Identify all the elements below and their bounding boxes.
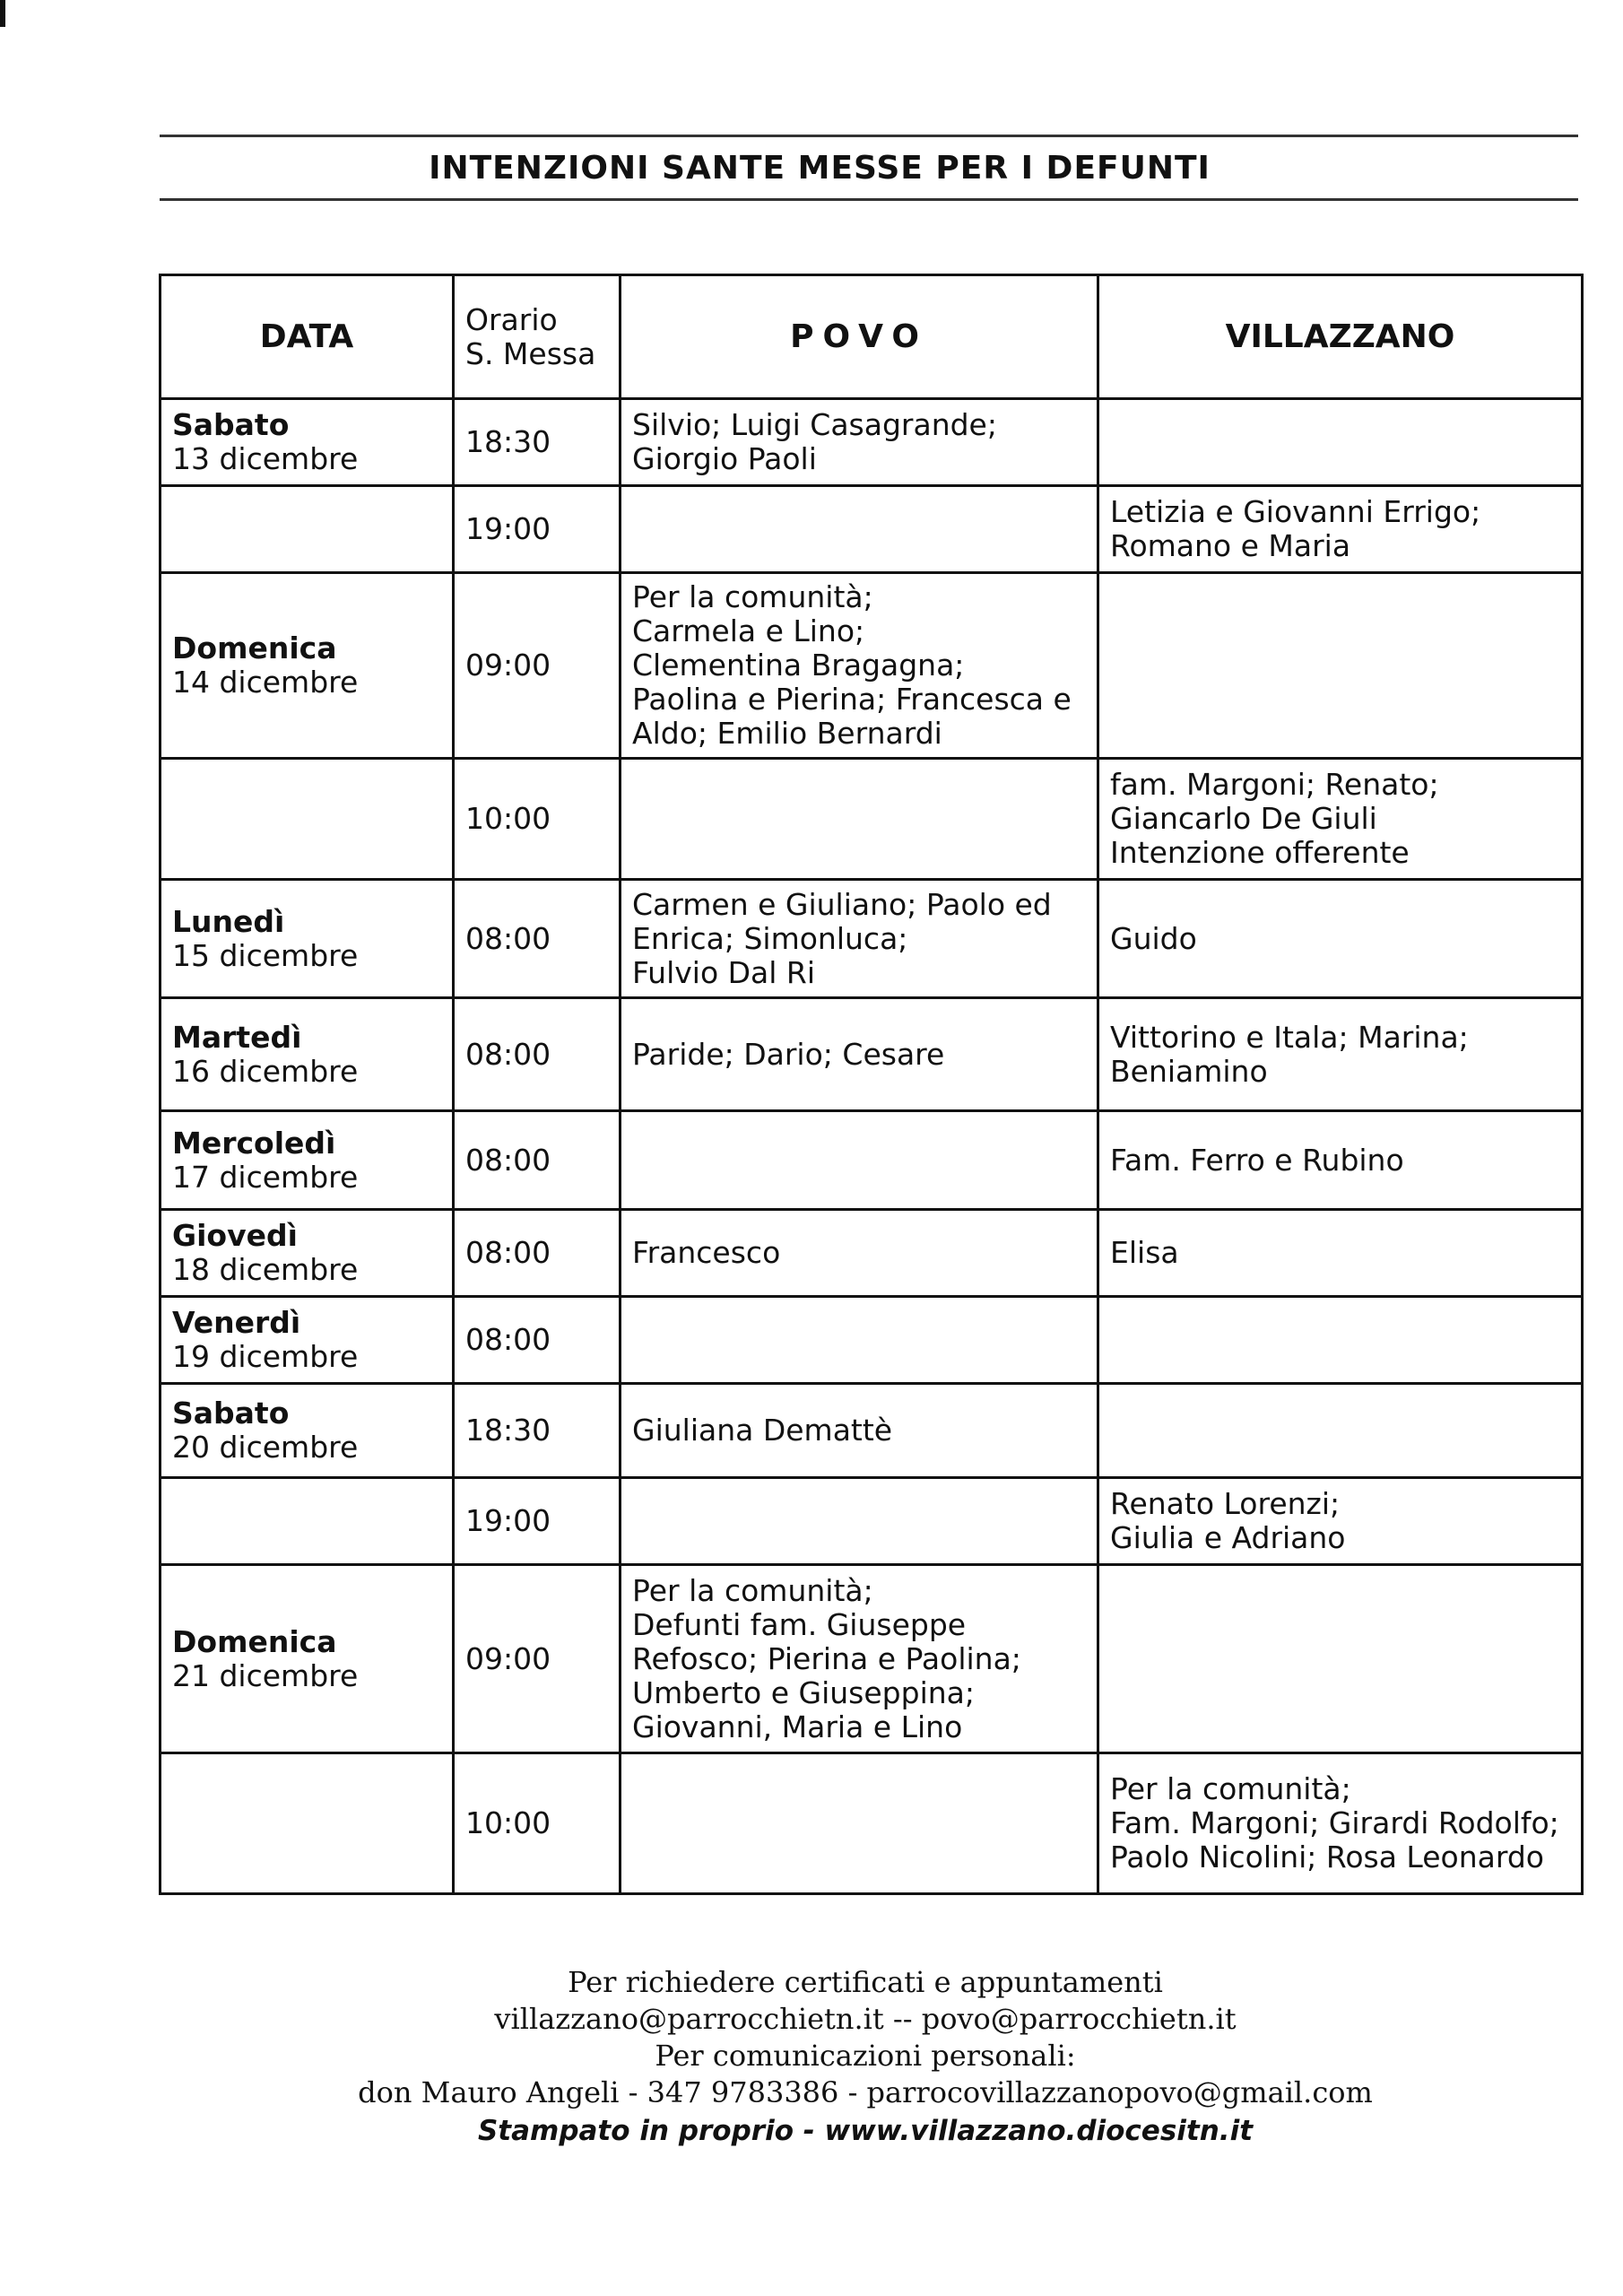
time-cell: 19:00: [454, 486, 621, 573]
povo-cell: [621, 1478, 1098, 1565]
date-cell: [161, 486, 454, 573]
day-name: Sabato: [172, 1396, 290, 1431]
day-name: Lunedì: [172, 903, 285, 939]
footer-emails-line[interactable]: villazzano@parrocchietn.it -- povo@parrocchietn.it: [494, 2002, 1237, 2036]
table-row: [161, 998, 1583, 1111]
date-cell: [161, 573, 454, 759]
table-row: [161, 1384, 1583, 1478]
villazzano-cell: [1098, 1297, 1583, 1384]
villazzano-cell: [1098, 573, 1583, 759]
time-cell: 08:00: [454, 998, 621, 1111]
povo-cell: [621, 1297, 1098, 1384]
povo-cell: Paride; Dario; Cesare: [621, 998, 1098, 1111]
povo-cell: Carmen e Giuliano; Paolo ed Enrica; Simonluca; Fulvio Dal Ri: [621, 880, 1098, 998]
day-name: Venerdì: [172, 1305, 301, 1340]
time-cell: 10:00: [454, 1753, 621, 1894]
date-cell: [161, 1210, 454, 1297]
villazzano-cell: Renato Lorenzi; Giulia e Adriano: [1098, 1478, 1583, 1565]
table-row: [161, 759, 1583, 880]
date-cell: [161, 1753, 454, 1894]
villazzano-cell: Vittorino e Itala; Marina; Beniamino: [1098, 998, 1583, 1111]
header-data: DATA: [161, 275, 454, 399]
day-date: 13 dicembre: [172, 441, 359, 476]
date-cell: [161, 1478, 454, 1565]
day-date: 15 dicembre: [172, 937, 359, 973]
footer-personal-line: Per comunicazioni personali:: [655, 2039, 1076, 2073]
page-title: INTENZIONI SANTE MESSE PER I DEFUNTI: [429, 149, 1211, 187]
villazzano-cell: Guido: [1098, 880, 1583, 998]
villazzano-cell: Per la comunità; Fam. Margoni; Girardi Rodolfo; Paolo Nicolini; Rosa Leonardo: [1098, 1753, 1583, 1894]
date-cell: [161, 1297, 454, 1384]
day-date: 19 dicembre: [172, 1339, 359, 1374]
time-cell: 08:00: [454, 1297, 621, 1384]
povo-cell: Giuliana Demattè: [621, 1384, 1098, 1478]
time-cell: 10:00: [454, 759, 621, 880]
povo-cell: [621, 1753, 1098, 1894]
villazzano-cell: Elisa: [1098, 1210, 1583, 1297]
date-cell: [161, 880, 454, 998]
povo-cell: Francesco: [621, 1210, 1098, 1297]
footer-certificates-line: Per richiedere certificati e appuntamenti: [568, 1965, 1163, 1999]
villazzano-cell: [1098, 399, 1583, 486]
villazzano-cell: [1098, 1384, 1583, 1478]
time-cell: 09:00: [454, 1565, 621, 1753]
day-date: 18 dicembre: [172, 1252, 359, 1287]
povo-cell: [621, 486, 1098, 573]
date-cell: [161, 1565, 454, 1753]
date-cell: [161, 759, 454, 880]
day-name: Martedì: [172, 1019, 302, 1055]
header-orario: [454, 275, 621, 399]
day-date: 16 dicembre: [172, 1053, 359, 1089]
table-row: [161, 1565, 1583, 1753]
table-row: [161, 486, 1583, 573]
scan-edge-mark: [0, 0, 5, 27]
day-name: Domenica: [172, 631, 337, 665]
table-header-row: [161, 275, 1583, 399]
contact-footer: [0, 1964, 1623, 2150]
day-name: Sabato: [172, 407, 290, 442]
day-name: Giovedì: [172, 1218, 298, 1253]
header-orario-line2: S. Messa: [465, 335, 596, 371]
povo-cell: Silvio; Luigi Casagrande; Giorgio Paoli: [621, 399, 1098, 486]
table-row: [161, 399, 1583, 486]
povo-cell: [621, 1111, 1098, 1210]
table-row: [161, 573, 1583, 759]
day-name: Mercoledì: [172, 1125, 336, 1161]
day-date: 21 dicembre: [172, 1657, 359, 1693]
villazzano-cell: Letizia e Giovanni Errigo; Romano e Maria: [1098, 486, 1583, 573]
table-row: [161, 1753, 1583, 1894]
time-cell: 08:00: [454, 880, 621, 998]
day-date: 17 dicembre: [172, 1159, 359, 1195]
date-cell: [161, 1384, 454, 1478]
table-row: [161, 1111, 1583, 1210]
footer-priest-contact-line[interactable]: don Mauro Angeli - 347 9783386 - parrocovillazzanopovo@gmail.com: [358, 2075, 1373, 2109]
povo-cell: [621, 759, 1098, 880]
date-cell: [161, 1111, 454, 1210]
table-row: [161, 880, 1583, 998]
header-villazzano: VILLAZZANO: [1098, 275, 1583, 399]
date-cell: [161, 399, 454, 486]
povo-cell: Per la comunità; Carmela e Lino; Clementina Bragagna; Paolina e Pierina; Francesca e Aldo; Emilio Bernardi: [621, 573, 1098, 759]
header-povo: POVO: [621, 275, 1098, 399]
title-bar: [160, 135, 1578, 201]
day-date: 20 dicembre: [172, 1430, 359, 1465]
villazzano-cell: [1098, 1565, 1583, 1753]
povo-cell: Per la comunità; Defunti fam. Giuseppe Refosco; Pierina e Paolina; Umberto e Giuseppina; Giovanni, Maria e Lino: [621, 1565, 1098, 1753]
villazzano-cell: fam. Margoni; Renato; Giancarlo De Giuli Intenzione offerente: [1098, 759, 1583, 880]
time-cell: 19:00: [454, 1478, 621, 1565]
table-row: [161, 1478, 1583, 1565]
date-cell: [161, 998, 454, 1111]
time-cell: 08:00: [454, 1210, 621, 1297]
mass-intentions-table: [159, 274, 1584, 1895]
time-cell: 18:30: [454, 399, 621, 486]
footer-printed-by-line[interactable]: Stampato in proprio - www.villazzano.diocesitn.it: [477, 2115, 1254, 2147]
table-row: [161, 1210, 1583, 1297]
villazzano-cell: Fam. Ferro e Rubino: [1098, 1111, 1583, 1210]
time-cell: 08:00: [454, 1111, 621, 1210]
time-cell: 09:00: [454, 573, 621, 759]
day-date: 14 dicembre: [172, 665, 359, 700]
header-orario-line1: Orario: [465, 301, 558, 337]
time-cell: 18:30: [454, 1384, 621, 1478]
day-name: Domenica: [172, 1623, 337, 1659]
table-row: [161, 1297, 1583, 1384]
